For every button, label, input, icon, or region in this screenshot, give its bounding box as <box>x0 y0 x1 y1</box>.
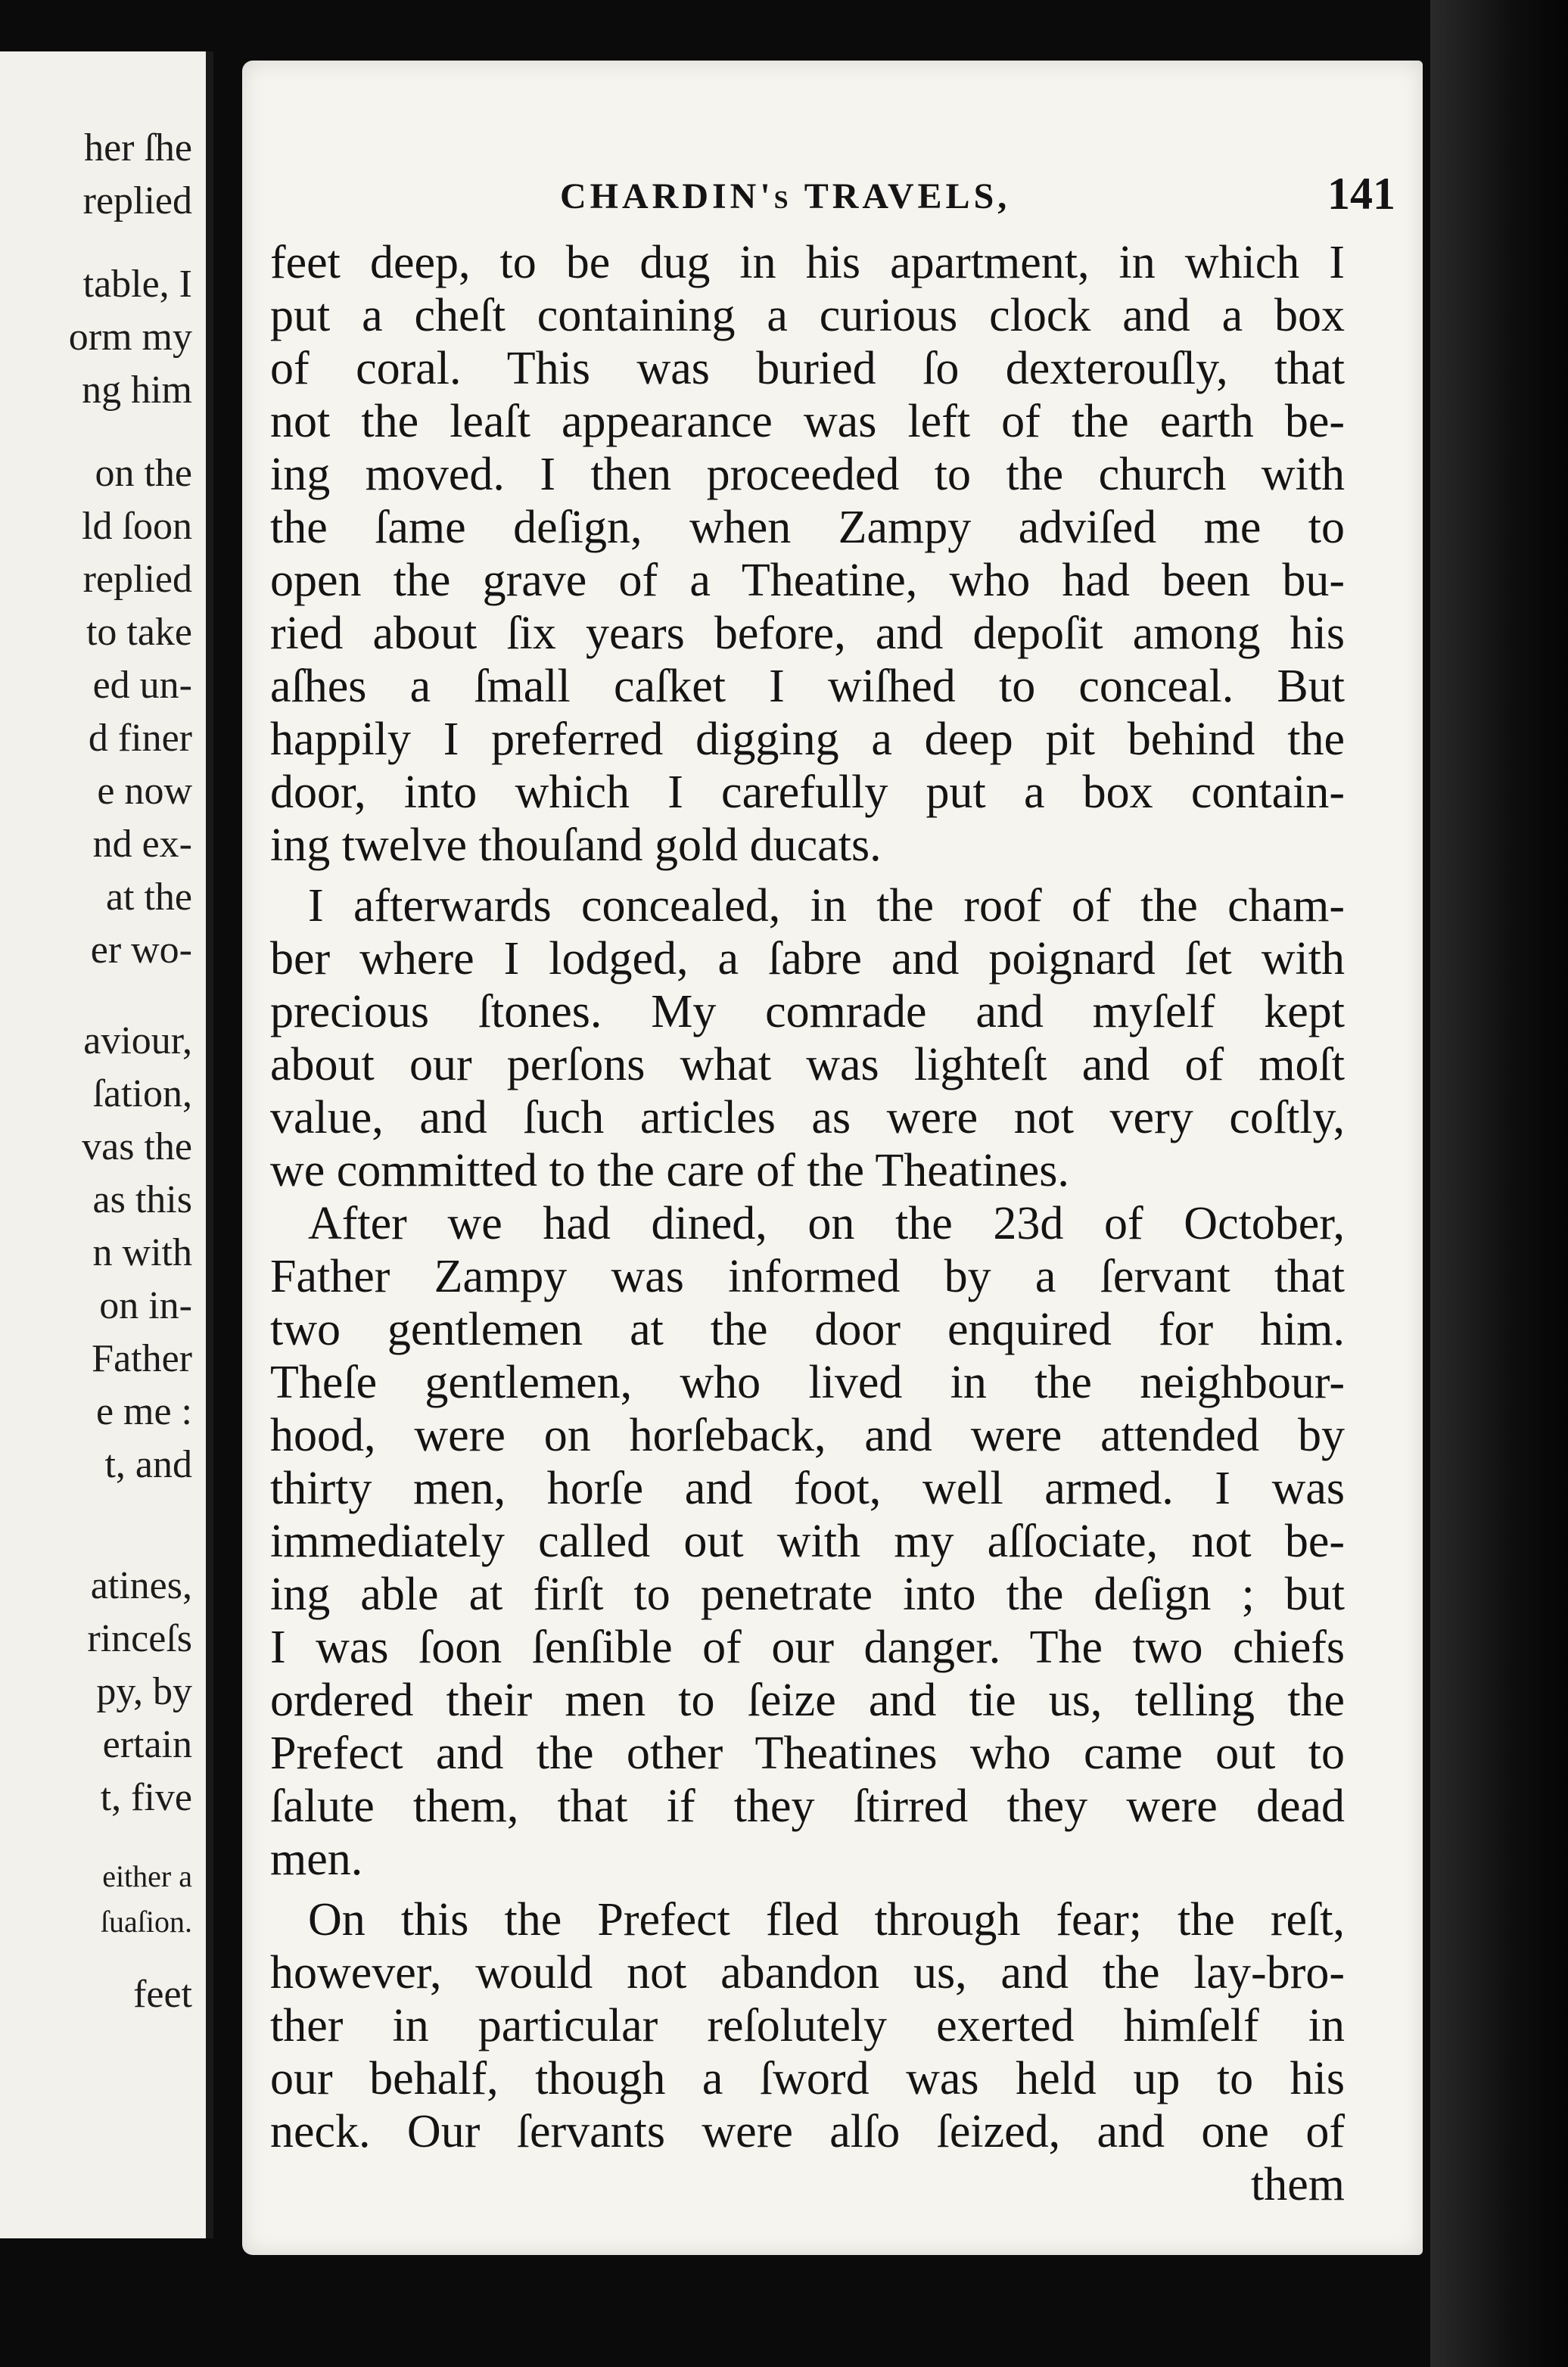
text-line: ther in particular reſolutely exerted himſelf in <box>270 2000 1345 2051</box>
facing-page-line: on in- <box>99 1284 192 1327</box>
facing-page-line: ſation, <box>92 1072 192 1115</box>
text-line: I afterwards concealed, in the roof of the cham- <box>308 880 1345 932</box>
facing-page-line: e now <box>97 770 192 813</box>
text-line: happily I preferred digging a deep pit behind the <box>270 714 1345 765</box>
facing-page-line: her ſhe <box>84 126 192 170</box>
text-line: precious ſtones. My comrade and myſelf kept <box>270 986 1345 1037</box>
text-line: men. <box>270 1834 363 1885</box>
text-line: of coral. This was buried ſo dexterouſly, that <box>270 343 1345 394</box>
text-line: however, would not abandon us, and the lay-bro- <box>270 1947 1345 1998</box>
text-line: Father Zampy was informed by a ſervant that <box>270 1251 1345 1302</box>
text-line: After we had dined, on the 23d of October, <box>308 1198 1345 1249</box>
facing-page-line: ld ſoon <box>82 505 192 548</box>
facing-page-line: replied <box>82 179 192 222</box>
text-line: Theſe gentlemen, who lived in the neighbour- <box>270 1357 1345 1408</box>
text-line: we committed to the care of the Theatines. <box>270 1145 1069 1196</box>
facing-page-footnote-line: either a <box>102 1859 192 1893</box>
page-edge-shadow <box>1430 0 1568 2367</box>
text-line: hood, were on horſeback, and were attended by <box>270 1410 1345 1461</box>
text-line: our behalf, though a ſword was held up to his <box>270 2053 1345 2104</box>
text-line: feet deep, to be dug in his apartment, in which I <box>270 237 1345 288</box>
facing-page-line: vas the <box>82 1125 192 1168</box>
text-line: the ſame deſign, when Zampy adviſed me to <box>270 502 1345 553</box>
facing-page-line: orm my <box>68 316 192 359</box>
text-line: about our perſons what was lighteſt and of moſt <box>270 1039 1345 1090</box>
text-line: two gentlemen at the door enquired for him. <box>270 1304 1345 1355</box>
facing-page-line: rinceſs <box>87 1617 192 1660</box>
text-line: On this the Prefect fled through fear; the reſt, <box>308 1894 1345 1946</box>
page-number: 141 <box>1327 169 1395 219</box>
running-title: CHARDIN's TRAVELS, <box>560 176 1011 216</box>
facing-page-line: t, and <box>104 1443 192 1486</box>
text-line: ried about ſix years before, and depoſit among his <box>270 608 1345 659</box>
facing-page-line: aviour, <box>83 1019 192 1062</box>
facing-page-footnote-line: ſuaſion. <box>100 1905 192 1939</box>
facing-page-line: on the <box>95 452 192 495</box>
text-line: ing able at firſt to penetrate into the deſign ; but <box>270 1569 1345 1620</box>
text-line: not the leaſt appearance was left of the earth be- <box>270 396 1345 447</box>
facing-page-line: replied <box>82 558 192 601</box>
facing-page-line: atines, <box>90 1564 192 1607</box>
text-line: put a cheſt containing a curious clock and a box <box>270 290 1345 341</box>
text-line: Prefect and the other Theatines who came out to <box>270 1728 1345 1779</box>
text-line: aſhes a ſmall caſket I wiſhed to conceal. But <box>270 661 1345 712</box>
facing-page-line: t, five <box>100 1776 192 1819</box>
facing-page-line: py, by <box>96 1670 192 1713</box>
text-line: ber where I lodged, a ſabre and poignard ſet with <box>270 933 1345 984</box>
text-line: I was ſoon ſenſible of our danger. The two chiefs <box>270 1622 1345 1673</box>
text-line: ſalute them, that if they ſtirred they were dead <box>270 1781 1345 1832</box>
facing-page-line: as this <box>92 1178 192 1221</box>
catchword: them <box>1251 2159 1345 2210</box>
facing-page <box>0 51 213 2238</box>
text-line: ordered their men to ſeize and tie us, telling the <box>270 1675 1345 1726</box>
text-line: thirty men, horſe and foot, well armed. I was <box>270 1463 1345 1514</box>
facing-page-line: er wo- <box>90 928 192 972</box>
facing-page-catchword: feet <box>133 1973 192 2016</box>
facing-page-line: at the <box>105 876 192 919</box>
facing-page-line: to take <box>86 611 192 654</box>
text-line: open the grave of a Theatine, who had been bu- <box>270 555 1345 606</box>
facing-page-line: ed un- <box>92 664 192 707</box>
text-line: ing twelve thouſand gold ducats. <box>270 820 882 871</box>
facing-page-line: d finer <box>88 717 192 760</box>
facing-page-line: Father <box>92 1337 192 1380</box>
facing-page-line: nd ex- <box>92 823 192 866</box>
text-line: value, and ſuch articles as were not very coſtly, <box>270 1092 1345 1143</box>
text-line: neck. Our ſervants were alſo ſeized, and one of <box>270 2106 1345 2157</box>
facing-page-line: n with <box>92 1231 192 1274</box>
facing-page-line: ertain <box>102 1723 192 1766</box>
facing-page-line: e me : <box>95 1390 192 1433</box>
text-line: immediately called out with my aſſociate, not be- <box>270 1516 1345 1567</box>
facing-page-line: ng him <box>82 369 192 412</box>
text-line: ing moved. I then proceeded to the church with <box>270 449 1345 500</box>
facing-page-line: table, I <box>82 263 192 306</box>
text-line: door, into which I carefully put a box contain- <box>270 767 1345 818</box>
